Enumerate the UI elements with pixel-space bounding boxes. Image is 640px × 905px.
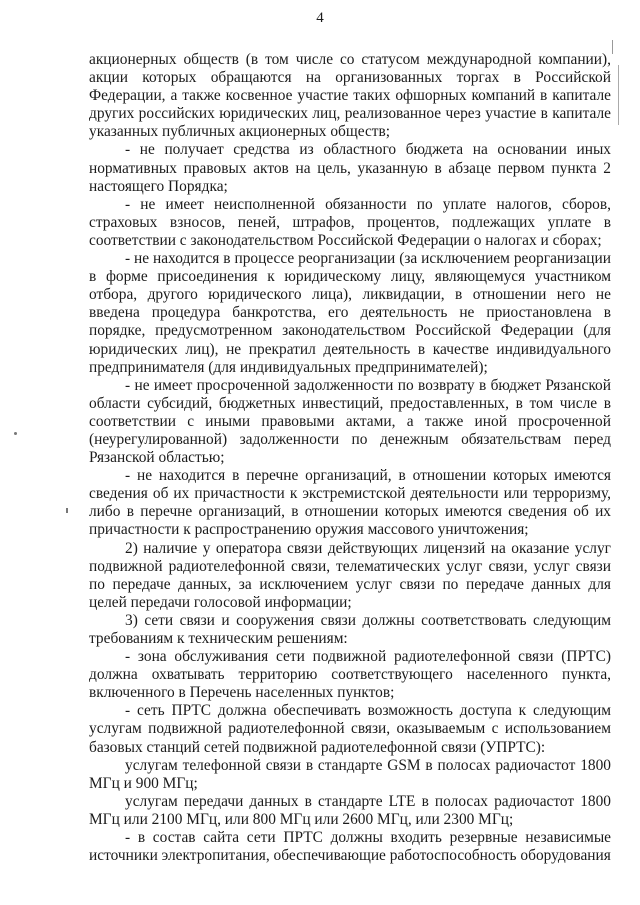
paragraph-not-in-extremist-list: - не находится в перечне организаций, в отношении которых имеются сведения об их причастности к экстремистской деятельности или терроризму, либо в перечне организаций, в отношении которых имеются сведения об их причастности к распространению оружия массового уничтожения; xyxy=(89,467,611,539)
paragraph-no-reorganization: - не находится в процессе реорганизации (за исключением реорганизации в форме присоединения к юридическому лицу, являющемуся участником отбора, другого юридического лица), ликвидации, в отношении него не введена процедура банкротства, его деятельность не приостановлена в порядке, предусмотренном законодательством Российской Федерации (для юридических лиц), не прекратил деятельность в качестве индивидуального предпринимателя (для индивидуальных предпринимателей); xyxy=(89,250,611,376)
paragraph-no-tax-debts: - не имеет неисполненной обязанности по уплате налогов, сборов, страховых взносов, пеней, штрафов, процентов, подлежащих уплате в соответствии с законодательством Российской Федерации о налогах и сборах; xyxy=(89,195,611,249)
paragraph-service-zone: - зона обслуживания сети подвижной радиотелефонной связи (ПРТС) должна охватывать территорию соответствующего населенного пункта, включенного в Перечень населенных пунктов; xyxy=(89,648,611,702)
paragraph-network-access: - сеть ПРТС должна обеспечивать возможность доступа к следующим услугам подвижной радиотелефонной связи, оказываемым с использованием базовых станций сетей подвижной радиотелефонной связи (УПРТС): xyxy=(89,702,611,756)
paragraph-licenses: 2) наличие у оператора связи действующих лицензий на оказание услуг подвижной радиотелефонной связи, телематических услуг связи, услуг связи по передаче данных, за исключением услуг связи по передаче данных для целей передачи голосовой информации; xyxy=(89,539,611,611)
paragraph-technical-requirements: 3) сети связи и сооружения связи должны соответствовать следующим требованиям к техническим решениям: xyxy=(89,611,611,647)
paragraph-backup-power: - в состав сайта сети ПРТС должны входить резервные независимые источники электропитания, обеспечивающие работоспособность оборудования xyxy=(89,829,611,865)
scan-mark xyxy=(66,508,68,513)
paragraph-continuation: акционерных обществ (в том числе со статусом международной компании), акции которых обращаются на организованных торгах в Российской Федерации, а также косвенное участие таких офшорных компаний в капитале других российских юридических лиц, реализованное через участие в капитале указанных публичных акционерных обществ; xyxy=(89,51,611,141)
paragraph-lte-services: услугам передачи данных в стандарте LTE в полосах радиочастот 1800 МГц или 2100 МГц, или 800 МГц или 2600 МГц, или 2300 МГц; xyxy=(89,792,611,828)
document-body xyxy=(89,51,611,865)
paragraph-no-overdue-debt: - не имеет просроченной задолженности по возврату в бюджет Рязанской области субсидий, бюджетных инвестиций, предоставленных, в том числе в соответствии с иными правовыми актами, а также иной просроченной (неурегулированной) задолженности по денежным обязательствам перед Рязанской областью; xyxy=(89,376,611,467)
scan-mark xyxy=(14,432,17,435)
paragraph-no-budget-funds: - не получает средства из областного бюджета на основании иных нормативных правовых актов на цель, указанную в абзаце первом пункта 2 настоящего Порядка; xyxy=(89,141,611,195)
page-number: 4 xyxy=(316,10,324,26)
paragraph-gsm-services: услугам телефонной связи в стандарте GSM в полосах радиочастот 1800 МГц и 900 МГц; xyxy=(89,756,611,792)
scan-mark xyxy=(618,65,619,125)
scan-mark xyxy=(612,40,613,54)
